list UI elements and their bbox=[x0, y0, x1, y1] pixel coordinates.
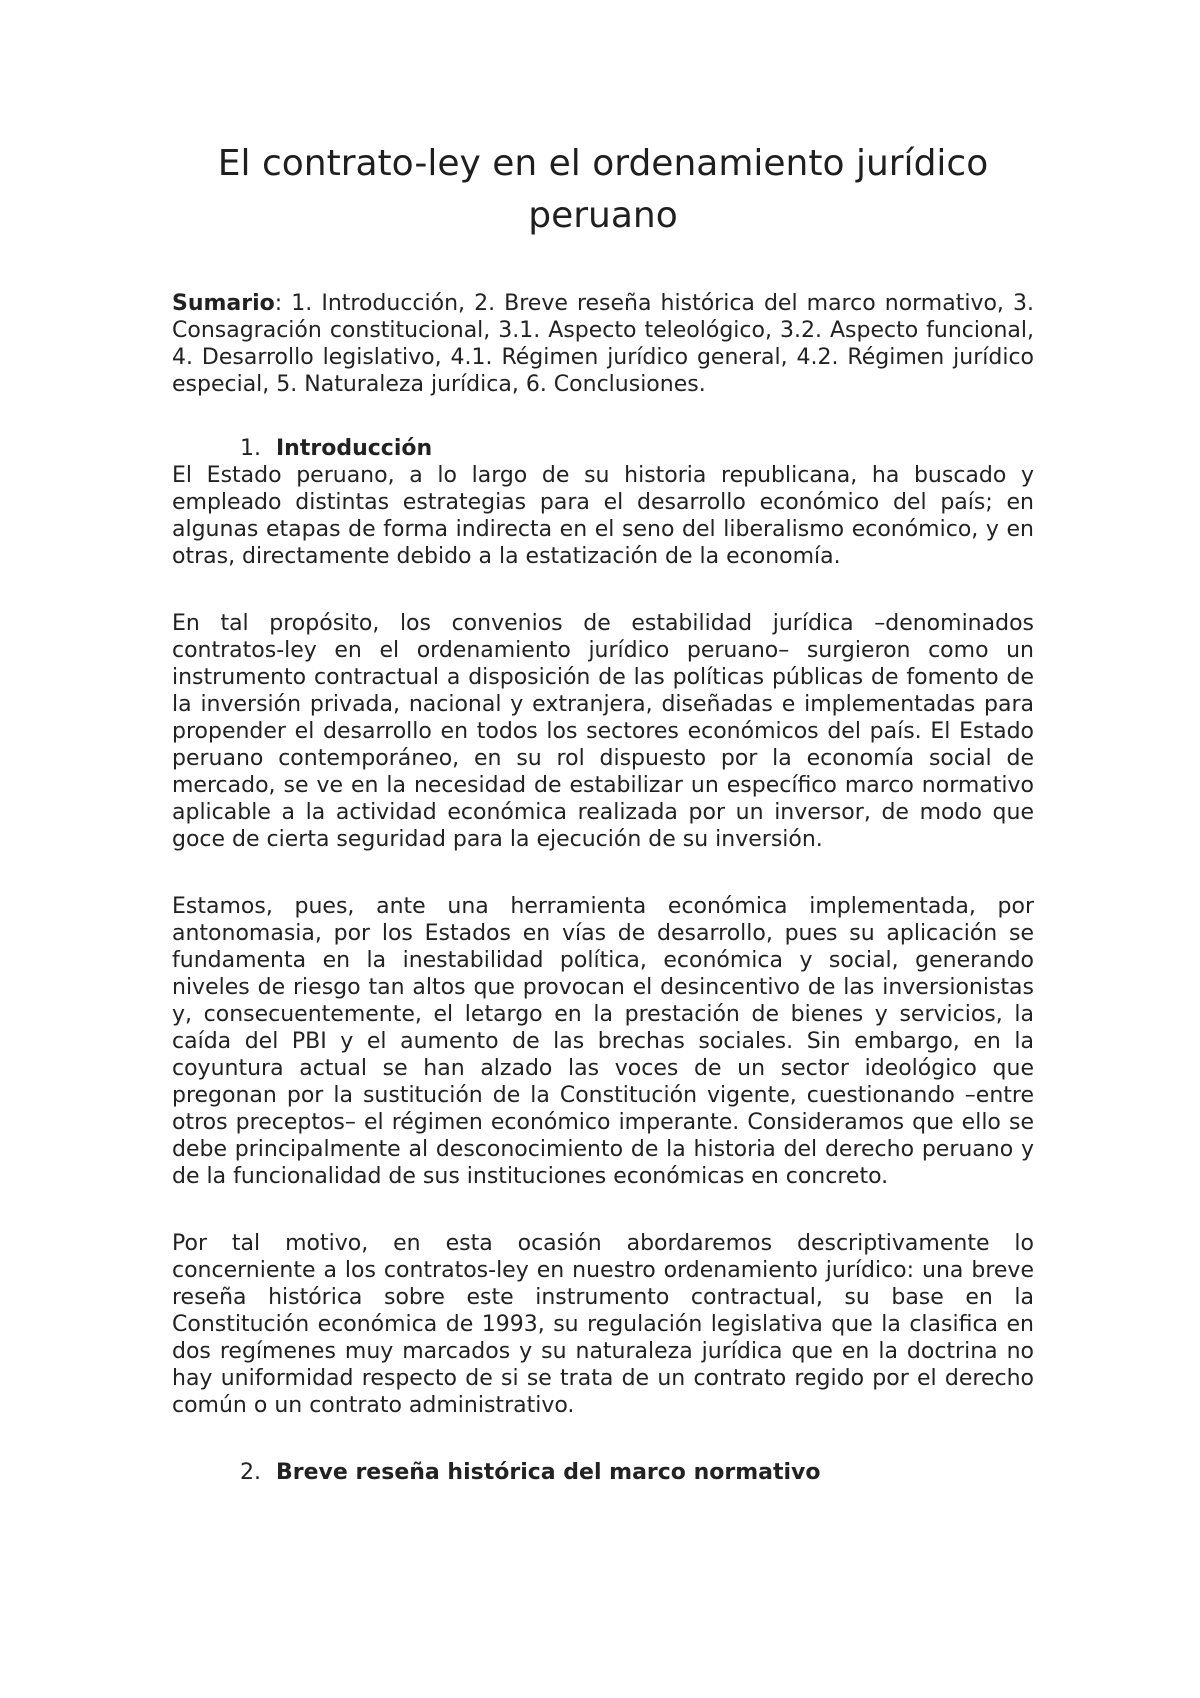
section-heading-text: Introducción bbox=[276, 436, 433, 461]
summary-text: : 1. Introducción, 2. Breve reseña histórica del marco normativo, 3. Consagración constitucional, 3.1. Aspecto teleológico, 3.2. Aspecto funcional, 4. Desarrollo legislativo, 4.1. Régimen jurídico general, 4.2. Régimen jurídico especial, 5. Naturaleza jurídica, 6. Conclusiones. bbox=[172, 291, 1034, 397]
summary-label: Sumario bbox=[172, 291, 275, 316]
paragraph: El Estado peruano, a lo largo de su historia republicana, ha buscado y empleado distintas estrategias para el desarrollo económico del país; en algunas etapas de forma indirecta en el seno del liberalismo económico, y en otras, directamente debido a la estatización de la economía. bbox=[172, 463, 1034, 569]
paragraph: En tal propósito, los convenios de estabilidad jurídica –denominados contratos-ley en el ordenamiento jurídico peruano– surgieron como un instrumento contractual a disposición de las políticas públicas de fomento de la inversión privada, nacional y extranjera, diseñadas e implementadas para propender el desarrollo en todos los sectores económicos del país. El Estado peruano contemporáneo, en su rol dispuesto por la economía social de mercado, se ve en la necesidad de estabilizar un específico marco normativo aplicable a la actividad económica realizada por un inversor, de modo que goce de cierta seguridad para la ejecución de su inversión. bbox=[172, 611, 1034, 852]
section-heading-text: Breve reseña histórica del marco normativo bbox=[276, 1460, 821, 1485]
section-heading-introduccion bbox=[172, 435, 1034, 462]
summary bbox=[172, 290, 1034, 398]
document-page bbox=[172, 138, 1034, 1486]
section-number: 2. bbox=[240, 1460, 261, 1485]
paragraph: Por tal motivo, en esta ocasión abordaremos descriptivamente lo concerniente a los contratos-ley en nuestro ordenamiento jurídico: una breve reseña histórica sobre este instrumento contractual, su base en la Constitución económica de 1993, su regulación legislativa que la clasifica en dos regímenes muy marcados y su naturaleza jurídica que en la doctrina no hay uniformidad respecto de si se trata de un contrato regido por el derecho común o un contrato administrativo. bbox=[172, 1231, 1034, 1418]
section-number: 1. bbox=[240, 436, 261, 461]
section-heading-resena-historica bbox=[172, 1459, 1034, 1486]
document-title: El contrato-ley en el ordenamiento jurídico peruano bbox=[217, 143, 989, 236]
paragraph: Estamos, pues, ante una herramienta económica implementada, por antonomasia, por los Estados en vías de desarrollo, pues su aplicación se fundamenta en la inestabilidad política, económica y social, generando niveles de riesgo tan altos que provocan el desincentivo de las inversionistas y, consecuentemente, el letargo en la prestación de bienes y servicios, la caída del PBI y el aumento de las brechas sociales. Sin embargo, en la coyuntura actual se han alzado las voces de un sector ideológico que pregonan por la sustitución de la Constitución vigente, cuestionando –entre otros preceptos– el régimen económico imperante. Consideramos que ello se debe principalmente al desconocimiento de la historia del derecho peruano y de la funcionalidad de sus instituciones económicas en concreto. bbox=[172, 894, 1034, 1189]
